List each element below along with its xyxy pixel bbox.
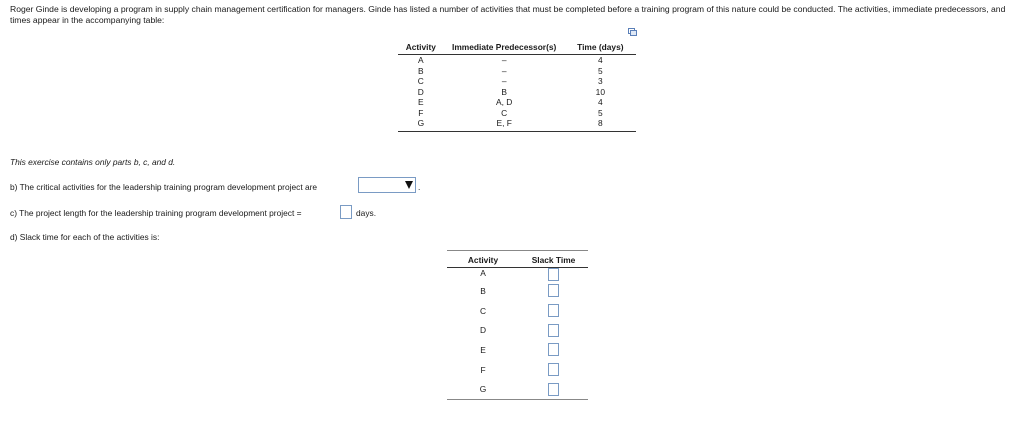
days-label: days. [356, 208, 377, 218]
critical-activities-select[interactable] [358, 177, 416, 193]
header-predecessors: Immediate Predecessor(s) [444, 41, 565, 55]
cell-predecessor: E, F [444, 118, 565, 131]
cell-predecessor: – [501, 76, 507, 86]
table-row [398, 66, 636, 77]
slack-table [447, 250, 588, 400]
slack-input-a[interactable] [548, 268, 559, 281]
question-d: d) Slack time for each of the activities is: [10, 232, 160, 242]
cell-activity: A [418, 55, 424, 65]
header-slack-time: Slack Time [519, 251, 588, 268]
header-time: Time (days) [565, 41, 636, 55]
question-b: b) The critical activities for the leadership training program development project are [10, 182, 318, 192]
cell-predecessor: C [501, 107, 508, 118]
table-row [447, 320, 588, 340]
slack-input-g[interactable] [548, 383, 559, 396]
cell-predecessor: B [501, 86, 507, 97]
table-row [398, 55, 636, 66]
copy-icon[interactable] [628, 28, 637, 36]
cell-activity: D [417, 86, 424, 97]
question-c: c) The project length for the leadership training program development project = [10, 208, 302, 218]
table-row [398, 76, 636, 87]
cell-time: 8 [565, 118, 636, 131]
table-row [447, 301, 588, 321]
problem-intro: Roger Ginde is developing a program in supply chain management certification for managers. Ginde has listed a number of activities that must be completed before a training program of this nature could be conducted. The activities, immediate predecessors, and times appear in the accompanying table: [10, 4, 1006, 25]
slack-activity-label: A [480, 268, 486, 278]
header-slack-activity: Activity [447, 251, 519, 268]
slack-input-e[interactable] [548, 343, 559, 356]
cell-time: 4 [598, 55, 603, 65]
header-activity: Activity [398, 41, 444, 55]
table-row [447, 340, 588, 360]
cell-activity: E [418, 97, 424, 107]
slack-activity-label: D [479, 325, 487, 336]
slack-activity-label: E [480, 344, 486, 355]
slack-activity-label: B [480, 285, 486, 296]
cell-activity: C [417, 76, 424, 86]
cell-predecessor: – [501, 65, 507, 76]
slack-input-d[interactable] [548, 324, 559, 337]
table-row [398, 118, 636, 131]
triangle-down-icon [405, 181, 413, 189]
table-row [447, 379, 588, 399]
table-row [447, 360, 588, 380]
table-row [447, 281, 588, 301]
question-b-period: . [418, 182, 421, 192]
table-row [398, 97, 636, 108]
cell-time: 10 [595, 86, 605, 97]
slack-input-b[interactable] [548, 284, 559, 297]
cell-activity: F [418, 107, 424, 118]
cell-time: 4 [598, 97, 603, 107]
activity-table [398, 41, 636, 132]
exercise-note: This exercise contains only parts b, c, and d. [10, 157, 176, 167]
table-row [398, 87, 636, 98]
slack-input-f[interactable] [548, 363, 559, 376]
table-row [398, 108, 636, 119]
slack-activity-label: F [480, 364, 486, 375]
cell-predecessor: – [501, 55, 507, 65]
slack-activity-label: G [447, 379, 519, 399]
cell-activity: B [418, 65, 424, 76]
project-length-input[interactable] [340, 205, 352, 219]
cell-predecessor: A, D [496, 97, 513, 107]
slack-input-c[interactable] [548, 304, 559, 317]
cell-time: 3 [598, 76, 603, 86]
slack-activity-label: C [479, 305, 487, 316]
table-row [447, 268, 588, 282]
cell-time: 5 [598, 107, 603, 118]
cell-activity: G [398, 118, 444, 131]
cell-time: 5 [598, 65, 603, 76]
